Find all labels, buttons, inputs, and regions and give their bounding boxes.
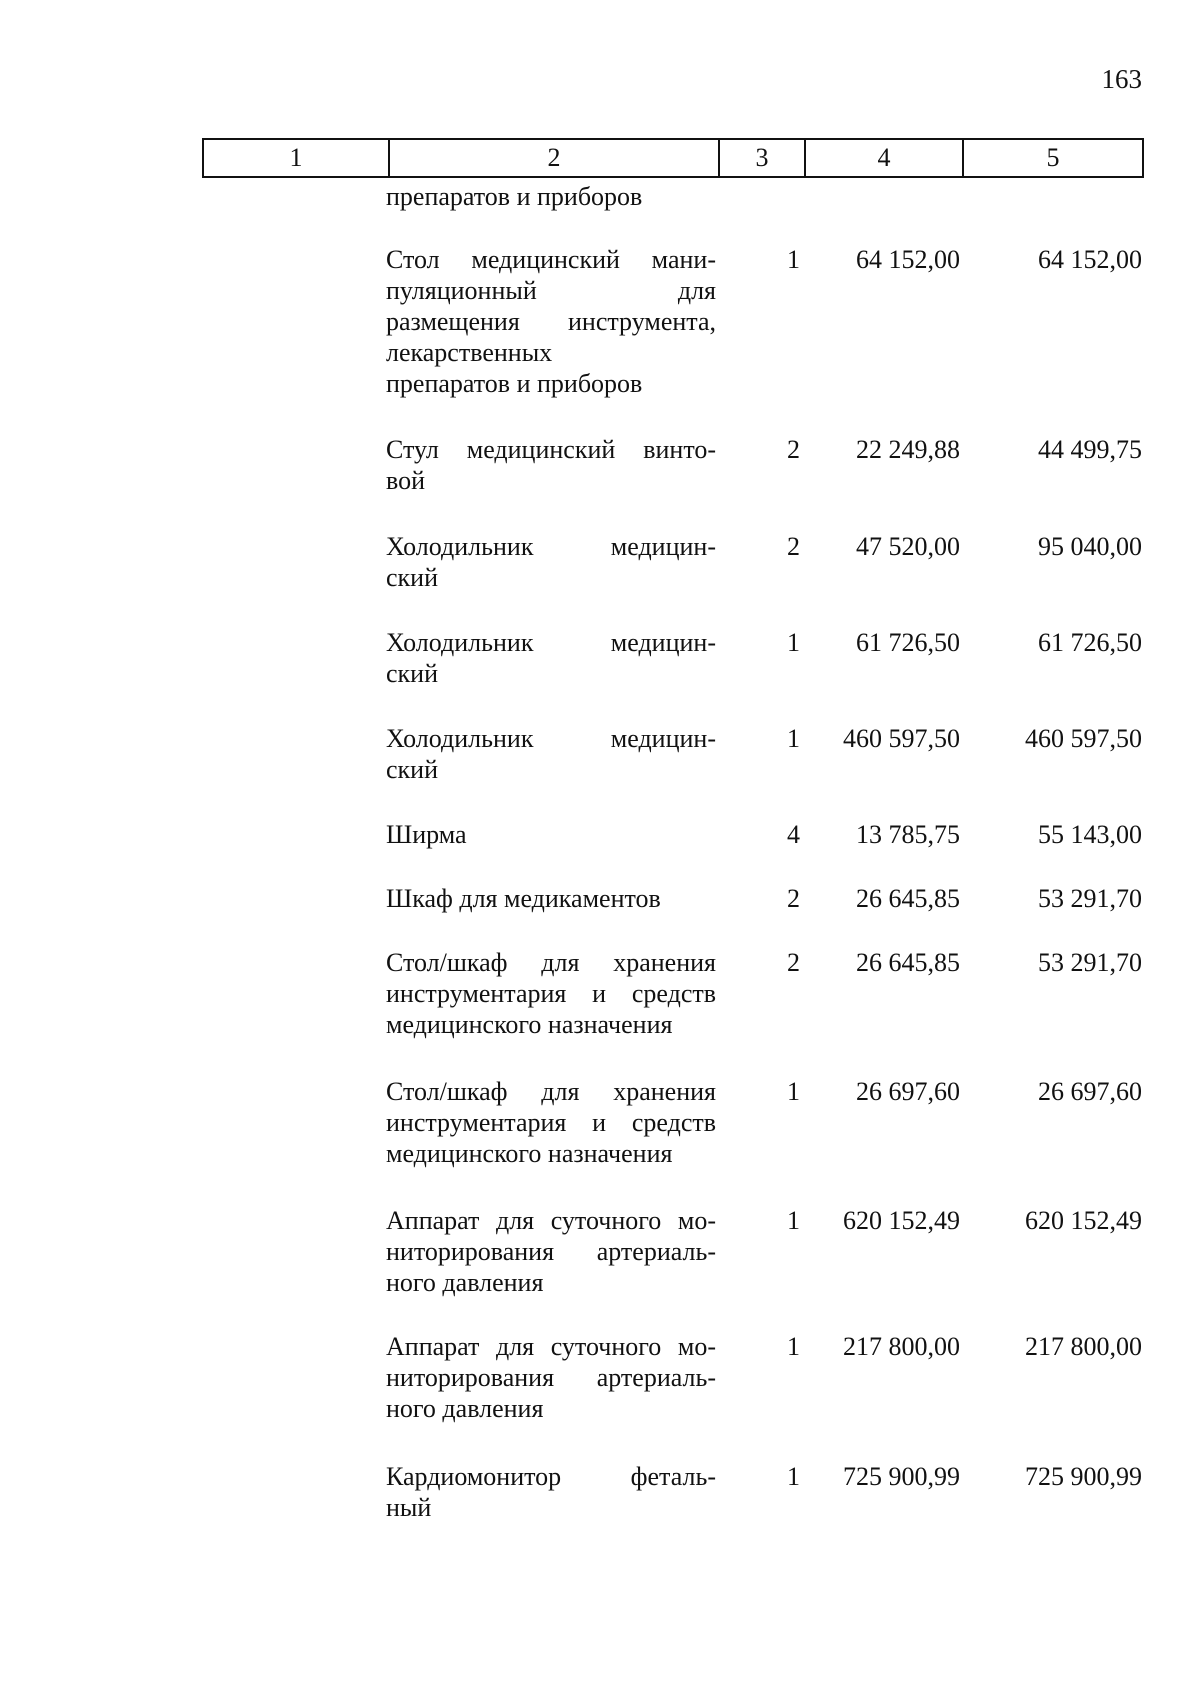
item-name [386, 883, 716, 914]
item-name [386, 1076, 716, 1169]
item-unit-price: 64 152,00 [856, 245, 960, 274]
item-name-line: ниторирования артериаль- [386, 1363, 716, 1392]
column-header-4: 4 [805, 139, 963, 177]
item-name-line: инструментария и средств [386, 979, 716, 1008]
item-unit-price: 26 645,85 [856, 884, 960, 913]
item-quantity: 1 [787, 724, 800, 753]
item-name [386, 1205, 716, 1298]
item-name-line: лекарственных [386, 338, 553, 367]
page-number: 163 [1101, 64, 1142, 94]
item-total: 44 499,75 [1038, 435, 1142, 464]
item-name-line: Холодильник медицин- [386, 628, 716, 657]
item-unit-price: 61 726,50 [856, 628, 960, 657]
item-unit-price: 217 800,00 [843, 1332, 960, 1361]
item-total: 53 291,70 [1038, 948, 1142, 977]
item-total: 460 597,50 [1025, 724, 1142, 753]
column-header-5: 5 [963, 139, 1143, 177]
item-total: 61 726,50 [1038, 628, 1142, 657]
item-name-line: медицинского назначения [386, 1139, 673, 1168]
item-name-line: инструментария и средств [386, 1108, 716, 1137]
item-total: 725 900,99 [1025, 1462, 1142, 1491]
item-unit-price: 13 785,75 [856, 820, 960, 849]
item-quantity: 2 [787, 884, 800, 913]
item-name-line: Холодильник медицин- [386, 724, 716, 753]
item-name-line: ный [386, 1493, 432, 1522]
item-name-line: Аппарат для суточного мо- [386, 1332, 716, 1361]
item-name-line: Ширма [386, 820, 467, 849]
item-total: 55 143,00 [1038, 820, 1142, 849]
item-name-line: размещения инструмента, [386, 307, 716, 336]
item-name-line: Стол/шкаф для хранения [386, 948, 716, 977]
item-name [386, 531, 716, 593]
item-quantity: 1 [787, 1206, 800, 1235]
column-header-2: 2 [389, 139, 719, 177]
item-total: 64 152,00 [1038, 245, 1142, 274]
item-name-line: препаратов и приборов [386, 369, 643, 398]
item-unit-price: 725 900,99 [843, 1462, 960, 1491]
item-name [386, 434, 716, 496]
item-name [386, 1461, 716, 1523]
item-quantity: 1 [787, 1462, 800, 1491]
item-name-line: Стул медицинский винто- [386, 435, 716, 464]
item-unit-price: 26 645,85 [856, 948, 960, 977]
item-name-line: вой [386, 466, 426, 495]
item-unit-price: 47 520,00 [856, 532, 960, 561]
item-name-line: ниторирования артериаль- [386, 1237, 716, 1266]
item-total: 217 800,00 [1025, 1332, 1142, 1361]
item-quantity: 4 [787, 820, 800, 849]
item-name [386, 947, 716, 1040]
item-total: 620 152,49 [1025, 1206, 1142, 1235]
item-quantity: 2 [787, 948, 800, 977]
item-name-line: Кардиомонитор феталь- [386, 1462, 716, 1491]
item-unit-price: 460 597,50 [843, 724, 960, 753]
item-quantity: 1 [787, 245, 800, 274]
item-unit-price: 22 249,88 [856, 435, 960, 464]
item-name-line: Шкаф для медикаментов [386, 884, 661, 913]
item-quantity: 1 [787, 1332, 800, 1361]
item-name-line: Холодильник медицин- [386, 532, 716, 561]
item-quantity: 2 [787, 435, 800, 464]
continuation-text: препаратов и приборов [386, 182, 643, 211]
item-name-line: ский [386, 563, 438, 592]
item-name-line: ного давления [386, 1394, 544, 1423]
column-header-3: 3 [719, 139, 805, 177]
item-name [386, 723, 716, 785]
item-name [386, 627, 716, 689]
item-total: 53 291,70 [1038, 884, 1142, 913]
item-name [386, 244, 716, 399]
item-quantity: 2 [787, 532, 800, 561]
item-total: 95 040,00 [1038, 532, 1142, 561]
item-name [386, 819, 716, 850]
item-quantity: 1 [787, 1077, 800, 1106]
item-name-line: ский [386, 659, 438, 688]
item-unit-price: 620 152,49 [843, 1206, 960, 1235]
item-total: 26 697,60 [1038, 1077, 1142, 1106]
item-name-line: Стол медицинский мани- [386, 245, 716, 274]
column-header-1: 1 [203, 139, 389, 177]
item-unit-price: 26 697,60 [856, 1077, 960, 1106]
item-name-line: ский [386, 755, 438, 784]
item-name-line: ного давления [386, 1268, 544, 1297]
item-name-line: медицинского назначения [386, 1010, 673, 1039]
item-name-line: Стол/шкаф для хранения [386, 1077, 716, 1106]
item-name-line: пуляционный для [386, 276, 716, 305]
item-name-line: Аппарат для суточного мо- [386, 1206, 716, 1235]
item-quantity: 1 [787, 628, 800, 657]
item-name [386, 1331, 716, 1424]
